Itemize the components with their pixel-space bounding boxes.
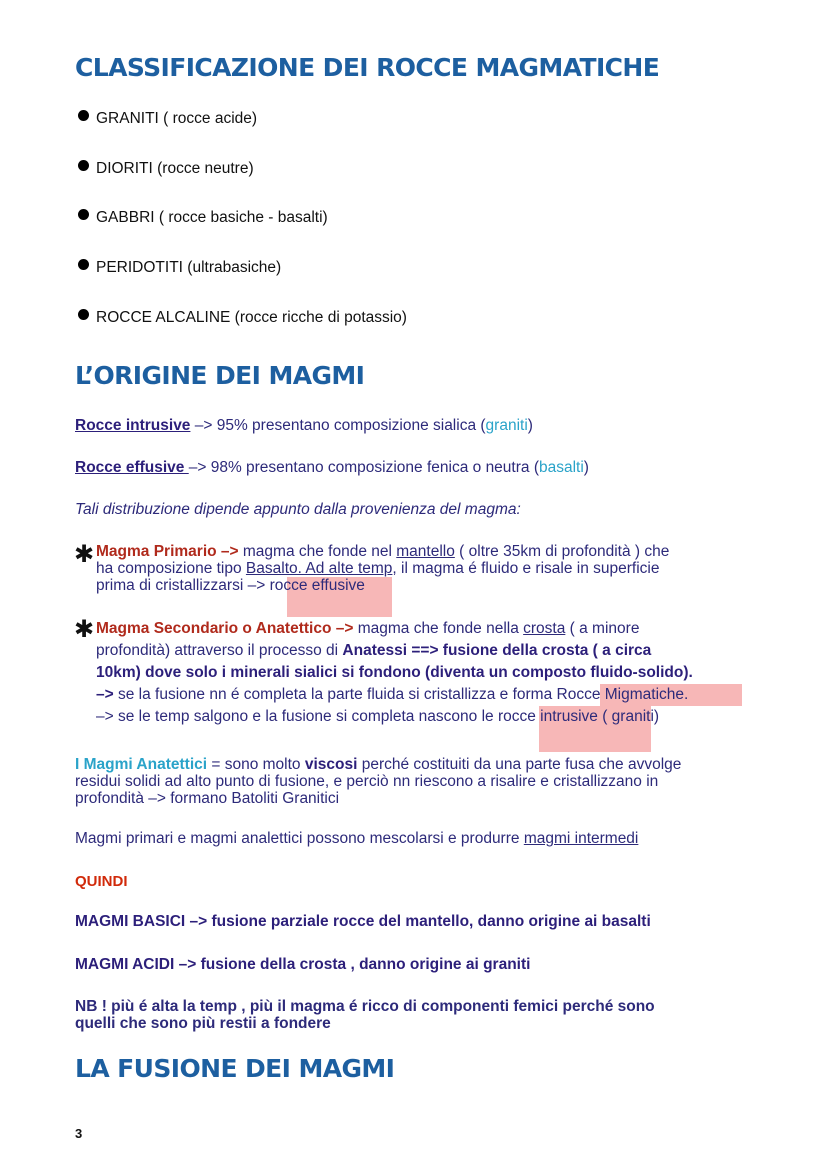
paragraph-rocce-effusive: Rocce effusive –> 98% presentano composizione fenica o neutra (basalti) <box>75 459 589 476</box>
heading-classificazione: CLASSIFICAZIONE DEI ROCCE MAGMATICHE <box>75 53 660 82</box>
paragraph-nb: NB ! più é alta la temp , più il magma é ricco di componenti femici perché sono quelli che sono più restii a fondere <box>75 998 655 1032</box>
list-item-dioriti: DIORITI (rocce neutre) <box>78 160 254 178</box>
list-item-rocce-alcaline: ROCCE ALCALINE (rocce ricche di potassio) <box>78 309 407 327</box>
paragraph-intro: Tali distribuzione dipende appunto dalla provenienza del magma: <box>75 501 521 518</box>
bullet-icon <box>78 309 89 320</box>
heading-origine: L’ORIGINE DEI MAGMI <box>75 361 365 390</box>
bullet-icon <box>78 110 89 121</box>
heading-fusione: LA FUSIONE DEI MAGMI <box>75 1054 395 1083</box>
bullet-icon <box>78 259 89 270</box>
list-item-peridotiti: PERIDOTITI (ultrabasiche) <box>78 259 281 277</box>
label-quindi: QUINDI <box>75 873 128 890</box>
paragraph-magmi-anatettici: I Magmi Anatettici = sono molto viscosi perché costituiti da una parte fusa che avvolge residui solidi ad alto punto di fusione, e perciò nn riescono a risalire e cristallizzano in profondità –> formano Batoliti Granitici <box>75 756 682 807</box>
paragraph-magmi-basici: MAGMI BASICI –> fusione parziale rocce del mantello, danno origine ai basalti <box>75 913 651 930</box>
list-item-gabbri: GABBRI ( rocce basiche - basalti) <box>78 209 328 227</box>
asterisk-icon: ✱ <box>74 541 95 568</box>
bullet-icon <box>78 160 89 171</box>
bullet-icon <box>78 209 89 220</box>
paragraph-magmi-intermedi: Magmi primari e magmi analettici possono mescolarsi e produrre magmi intermedi <box>75 830 639 847</box>
page-number: 3 <box>75 1126 83 1141</box>
list-item-graniti: GRANITI ( rocce acide) <box>78 110 257 128</box>
asterisk-icon: ✱ <box>74 616 95 643</box>
paragraph-magmi-acidi: MAGMI ACIDI –> fusione della crosta , danno origine ai graniti <box>75 956 531 973</box>
paragraph-rocce-intrusive: Rocce intrusive –> 95% presentano composizione sialica (graniti) <box>75 417 533 434</box>
paragraph-magma-primario: Magma Primario –> magma che fonde nel mantello ( oltre 35km di profondità ) che ha composizione tipo Basalto. Ad alte temp, il magma é fluido e risale in superficie prima di cristallizzarsi –> rocce effusive <box>96 543 670 594</box>
paragraph-magma-secondario: Magma Secondario o Anatettico –> magma che fonde nella crosta ( a minore profondità) attraverso il processo di Anatessi ==> fusione della crosta ( a circa 10km) dove solo i minerali sialici si fondono (diventa un composto fluido-solido). –> se la fusione nn é completa la parte fluida si cristallizza e forma Rocce Migmatiche. –> se le temp salgono e la fusione si completa nascono le rocce intrusive ( graniti) <box>96 620 693 725</box>
